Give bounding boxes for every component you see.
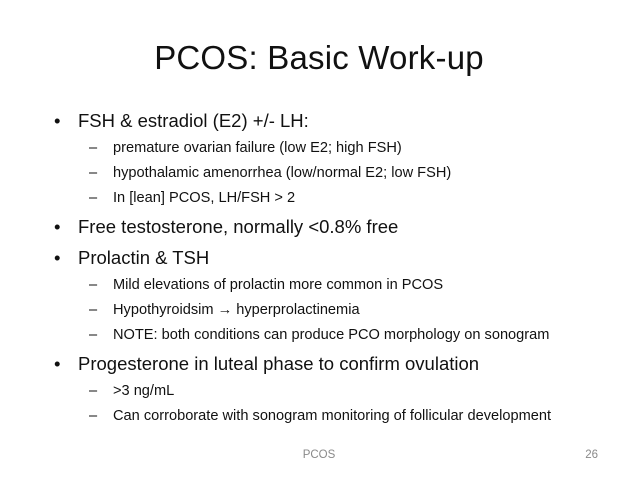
dash-icon: – <box>89 277 98 293</box>
sub-bullet-item <box>54 406 624 426</box>
sub-bullet-item <box>54 381 624 401</box>
sub-bullet-item <box>54 188 624 208</box>
slide-title: PCOS: Basic Work-up <box>154 39 484 76</box>
bullet-text: Free testosterone, normally <0.8% free <box>78 216 399 237</box>
dash-icon: – <box>89 383 98 399</box>
slide-footer: PCOS <box>302 449 336 461</box>
bullet-item <box>54 245 624 270</box>
sub-bullet-text: hypothalamic amenorrhea (low/normal E2; low FSH) <box>113 165 452 181</box>
bullet-icon: • <box>54 110 61 131</box>
sub-bullet-text: NOTE: both conditions can produce PCO morphology on sonogram <box>113 327 550 343</box>
bullet-icon: • <box>54 216 61 237</box>
dash-icon: – <box>89 165 98 181</box>
sub-bullet-item <box>54 275 624 295</box>
bullet-text: Progesterone in luteal phase to confirm ovulation <box>78 353 480 374</box>
sub-bullet-text: Can corroborate with sonogram monitoring of follicular development <box>113 408 552 424</box>
dash-icon: – <box>89 302 98 318</box>
bullet-item <box>54 108 624 133</box>
slide-body <box>54 108 624 426</box>
sub-bullet-text: Mild elevations of prolactin more common in PCOS <box>113 277 444 293</box>
sub-bullet-item <box>54 138 624 158</box>
bullet-item <box>54 351 624 376</box>
slide-page-number: 26 <box>585 449 598 461</box>
sub-bullet-text: >3 ng/mL <box>113 383 175 399</box>
sub-bullet-text: Hypothyroidsim → hyperprolactinemia <box>113 302 360 318</box>
sub-bullet-item <box>54 325 624 345</box>
bullet-icon: • <box>54 353 61 374</box>
dash-icon: – <box>89 327 98 343</box>
sub-bullet-text: premature ovarian failure (low E2; high FSH) <box>113 140 402 156</box>
sub-bullet-text: In [lean] PCOS, LH/FSH > 2 <box>113 190 296 206</box>
bullet-icon: • <box>54 247 61 268</box>
bullet-text: FSH & estradiol (E2) +/- LH: <box>78 110 309 131</box>
dash-icon: – <box>89 140 98 156</box>
dash-icon: – <box>89 190 98 206</box>
dash-icon: – <box>89 408 98 424</box>
sub-bullet-item <box>54 300 624 320</box>
sub-bullet-item <box>54 163 624 183</box>
bullet-text: Prolactin & TSH <box>78 247 210 268</box>
bullet-item <box>54 214 624 239</box>
